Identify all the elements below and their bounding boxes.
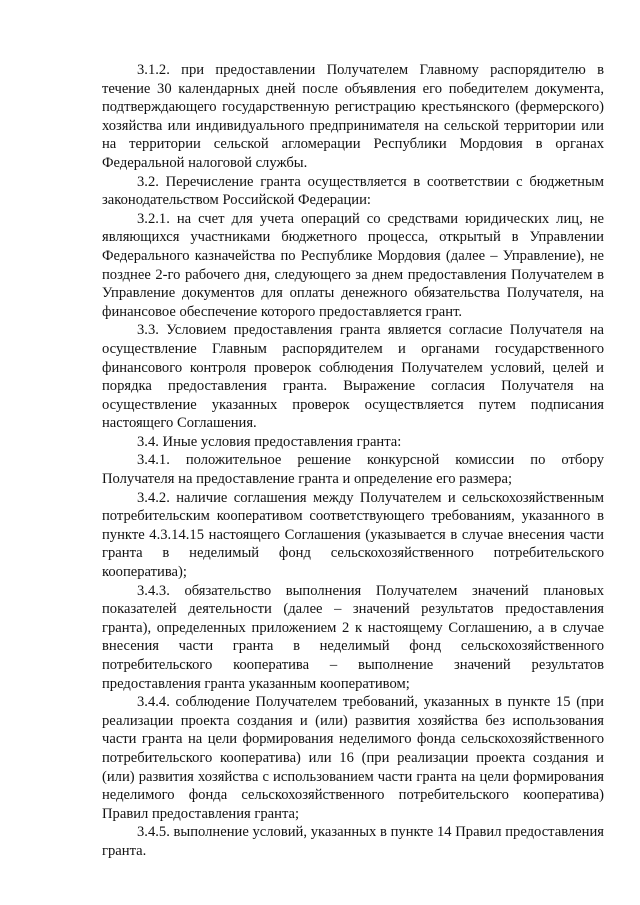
paragraph-3-3: 3.3. Условием предоставления гранта является согласие Получателя на осуществление Главным распорядителем и органами государственного финансового контроля проверок соблюдения Получателем условий, целей и порядка предоставления гранта. Выражение согласия Получателя на осуществление указанных проверок осуществляется путем подписания настоящего Соглашения.	[102, 322, 604, 432]
paragraph-3-1-2: 3.1.2. при предоставлении Получателем Главному распорядителю в течение 30 календарных дней после объявления его победителем документа, подтверждающего государственную регистрацию крестьянского (фермерского) хозяйства или индивидуального предпринимателя на сельской территории или на территории сельской агломерации Республики Мордовия в органах Федеральной налоговой службы.	[102, 62, 604, 171]
paragraph-3-4-2: 3.4.2. наличие соглашения между Получателем и сельскохозяйственным потребительским кооперативом соответствующего требованиям, указанного в пункте 4.3.14.15 настоящего Соглашения (указывается в случае внесения части гранта в неделимый фонд сельскохозяйственного потребительского кооператива);	[102, 489, 604, 581]
paragraph-3-4-5: 3.4.5. выполнение условий, указанных в пункте 14 Правил предоставления гранта.	[102, 824, 604, 859]
document-body	[102, 61, 604, 861]
paragraph-3-4-4: 3.4.4. соблюдение Получателем требований, указанных в пункте 15 (при реализации проекта создания и (или) развития хозяйства без использования части гранта на цели формирования неделимого фонда сельскохозяйственного потребительского кооператива) или 16 (при реализации проекта создания и (или) развития хозяйства с использованием части гранта на цели формирования неделимого фонда сельскохозяйственного потребительского кооператива) Правил предоставления гранта;	[102, 694, 604, 822]
paragraph-3-4: 3.4. Иные условия предоставления гранта:	[137, 433, 402, 450]
paragraph-3-4-3: 3.4.3. обязательство выполнения Получателем значений плановых показателей деятельности (далее – значений результатов предоставления гранта), определенных приложением 2 к настоящему Соглашению, а в случае внесения части гранта в неделимый фонд сельскохозяйственного потребительского кооператива – выполнение значений результатов предоставления гранта указанным кооперативом;	[102, 582, 604, 692]
paragraph-3-2-1: 3.2.1. на счет для учета операций со средствами юридических лиц, не являющихся участниками бюджетного процесса, открытый в Управлении Федерального казначейства по Республике Мордовия (далее – Управление), не позднее 2-го рабочего дня, следующего за днем предоставления Получателем в Управление документов для оплаты денежного обязательства Получателя, на финансовое обеспечение которого предоставляется грант.	[102, 210, 604, 320]
paragraph-3-4-1: 3.4.1. положительное решение конкурсной комиссии по отбору Получателя на предоставление гранта и определение его размера;	[102, 452, 604, 488]
paragraph-3-2: 3.2. Перечисление гранта осуществляется в соответствии с бюджетным законодательством Российской Федерации:	[102, 173, 604, 209]
